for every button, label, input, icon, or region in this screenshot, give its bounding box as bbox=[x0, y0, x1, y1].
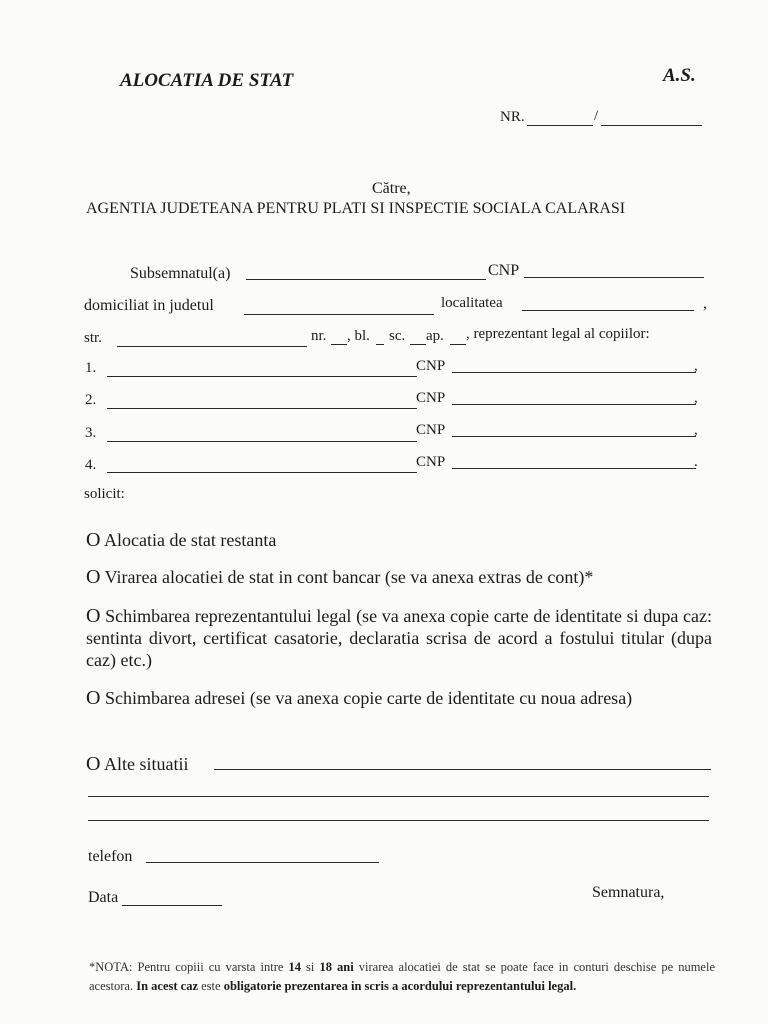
block-label: , bl. bbox=[347, 328, 370, 344]
option-item[interactable] bbox=[86, 566, 716, 588]
signature-label: Semnatura, bbox=[592, 884, 665, 901]
option-item[interactable] bbox=[86, 605, 712, 671]
applicant-name-label: Subsemnatul(a) bbox=[130, 265, 231, 282]
county-label: domiciliat in judetul bbox=[84, 297, 214, 314]
child-cnp-field[interactable] bbox=[452, 372, 696, 373]
option-text: Alte situatii bbox=[103, 754, 189, 774]
registration-number-field[interactable] bbox=[527, 125, 593, 126]
child-name-field[interactable] bbox=[107, 408, 417, 409]
option-item[interactable] bbox=[86, 529, 716, 551]
option-text: Alocatia de stat restanta bbox=[103, 530, 277, 550]
staircase-label: sc. bbox=[389, 328, 406, 344]
other-situations-line[interactable] bbox=[88, 796, 709, 797]
street-label: str. bbox=[84, 330, 102, 346]
locality-comma: , bbox=[703, 295, 707, 312]
child-cnp-field[interactable] bbox=[452, 436, 696, 437]
street-number-field[interactable] bbox=[331, 344, 347, 345]
option-checkbox[interactable]: O bbox=[86, 753, 101, 775]
block-field[interactable] bbox=[376, 344, 384, 345]
child-index: 4. bbox=[85, 457, 97, 473]
legal-representative-label: , reprezentant legal al copiilor: bbox=[466, 326, 650, 342]
child-cnp-label: CNP bbox=[416, 422, 446, 438]
child-cnp-label: CNP bbox=[416, 358, 446, 374]
form-code: A.S. bbox=[663, 65, 696, 86]
phone-label: telefon bbox=[88, 848, 133, 865]
child-index: 3. bbox=[85, 425, 97, 441]
other-situations-field[interactable] bbox=[214, 769, 711, 770]
child-row-end: , bbox=[694, 358, 698, 374]
option-checkbox[interactable]: O bbox=[86, 605, 101, 627]
child-cnp-field[interactable] bbox=[452, 468, 696, 469]
option-text: Virarea alocatiei de stat in cont bancar (se va anexa extras de cont)* bbox=[104, 567, 594, 587]
child-cnp-field[interactable] bbox=[452, 404, 696, 405]
staircase-field[interactable] bbox=[410, 344, 426, 345]
option-text: Schimbarea reprezentantului legal (se va anexa copie carte de identitate si dupa caz: sentinta divort, certificat casatorie, declaratia scrisa de acord a fostului titular (dupa caz) etc.) bbox=[86, 606, 713, 670]
child-name-field[interactable] bbox=[107, 441, 417, 442]
option-checkbox[interactable]: O bbox=[86, 687, 101, 709]
apartment-label: ap. bbox=[426, 328, 444, 344]
option-checkbox[interactable]: O bbox=[86, 566, 101, 588]
solicit-label: solicit: bbox=[84, 486, 125, 502]
applicant-cnp-label: CNP bbox=[488, 262, 520, 279]
addressee-to: Către, bbox=[372, 180, 411, 197]
child-row-end: , bbox=[694, 390, 698, 406]
option-item[interactable] bbox=[86, 687, 712, 709]
registration-number-separator: / bbox=[594, 108, 599, 124]
child-name-field[interactable] bbox=[107, 472, 417, 473]
child-index: 1. bbox=[85, 360, 97, 376]
date-label: Data bbox=[88, 889, 119, 906]
option-item[interactable] bbox=[86, 753, 188, 775]
phone-field[interactable] bbox=[146, 862, 379, 863]
registration-number-label: NR. bbox=[500, 109, 525, 125]
street-field[interactable] bbox=[117, 346, 307, 347]
applicant-name-field[interactable] bbox=[246, 279, 486, 280]
registration-date-field[interactable] bbox=[601, 125, 702, 126]
street-number-label: nr. bbox=[311, 328, 327, 344]
apartment-field[interactable] bbox=[450, 344, 466, 345]
county-field[interactable] bbox=[244, 314, 434, 315]
locality-label: localitatea bbox=[441, 295, 503, 311]
applicant-cnp-field[interactable] bbox=[524, 277, 704, 278]
option-checkbox[interactable]: O bbox=[86, 529, 101, 551]
child-index: 2. bbox=[85, 392, 97, 408]
addressee-agency: AGENTIA JUDETEANA PENTRU PLATI SI INSPECTIE SOCIALA CALARASI bbox=[86, 200, 626, 217]
footnote: *NOTA: Pentru copiii cu varsta intre 14 si 18 ani virarea alocatiei de stat se poate face in conturi deschise pe numele acestora. In acest caz este obligatorie prezentarea in scris a acordului reprezentantului legal. bbox=[89, 960, 715, 993]
child-cnp-label: CNP bbox=[416, 390, 446, 406]
option-text: Schimbarea adresei (se va anexa copie carte de identitate cu noua adresa) bbox=[104, 688, 633, 708]
other-situations-line[interactable] bbox=[88, 820, 709, 821]
child-name-field[interactable] bbox=[107, 376, 417, 377]
child-row-end: , bbox=[694, 422, 698, 438]
child-row-end: . bbox=[694, 454, 698, 470]
form-title: ALOCATIA DE STAT bbox=[120, 70, 294, 91]
child-cnp-label: CNP bbox=[416, 454, 446, 470]
locality-field[interactable] bbox=[522, 310, 694, 311]
date-field[interactable] bbox=[122, 905, 222, 906]
